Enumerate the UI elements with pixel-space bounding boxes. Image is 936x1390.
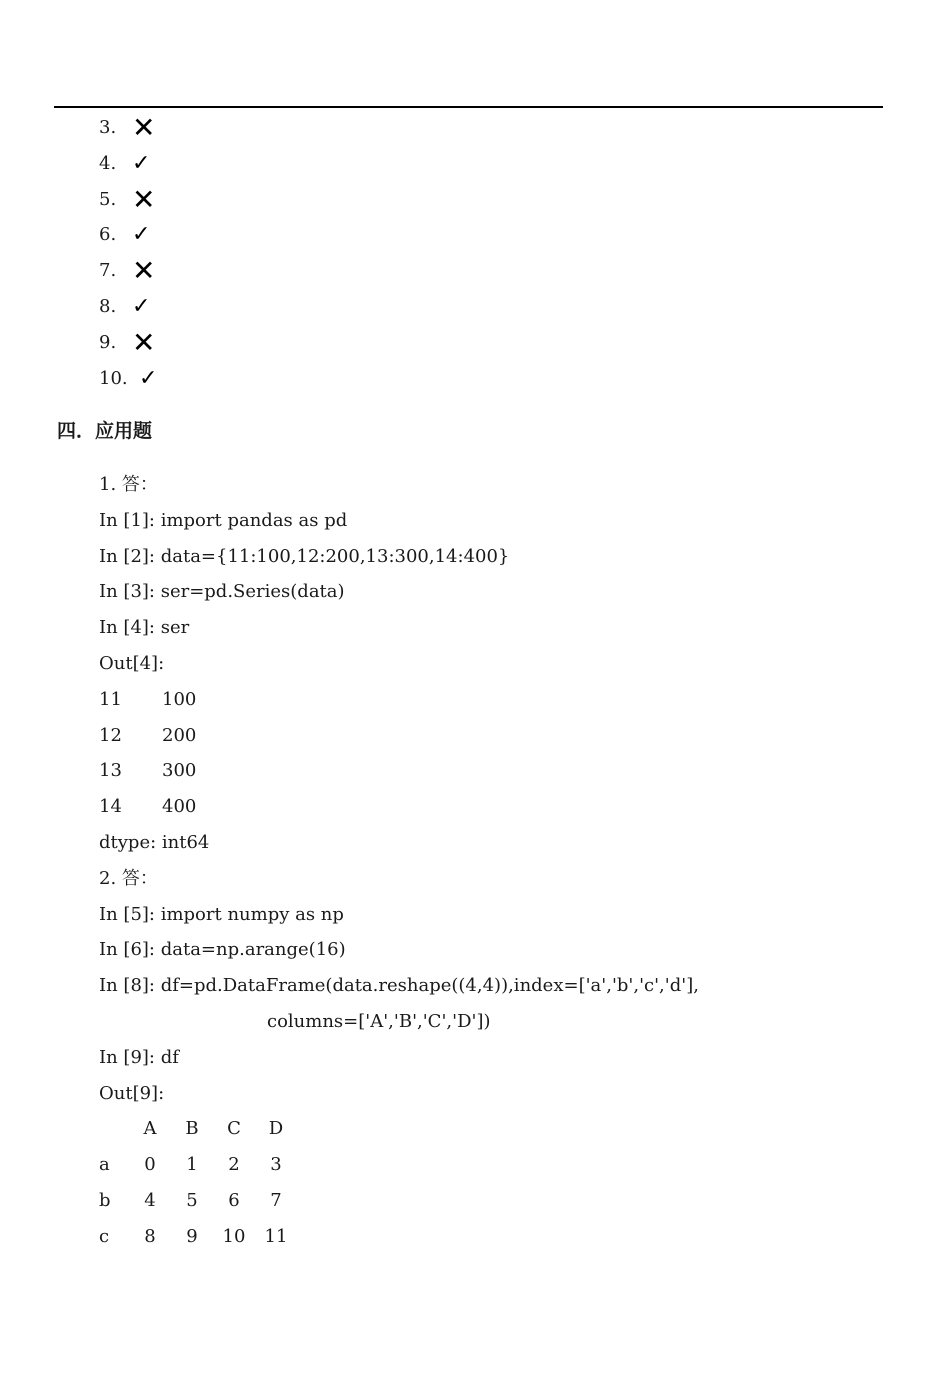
df-cell: 9 bbox=[186, 1225, 198, 1247]
judgment-item bbox=[99, 289, 157, 325]
code-line-continuation: columns=['A','B','C','D']) bbox=[267, 1010, 491, 1032]
item-number: 9. bbox=[99, 331, 117, 353]
series-value: 400 bbox=[162, 796, 197, 818]
cross-icon: ✕ bbox=[132, 182, 156, 216]
df-row-index: a bbox=[99, 1154, 110, 1176]
cross-icon: ✕ bbox=[132, 325, 156, 359]
df-column-header: C bbox=[227, 1118, 241, 1140]
df-column-header: D bbox=[268, 1118, 284, 1140]
df-cell: 10 bbox=[222, 1225, 246, 1247]
df-row-index: b bbox=[99, 1189, 111, 1211]
series-value: 100 bbox=[162, 688, 197, 710]
dtype-line: dtype: int64 bbox=[99, 831, 210, 853]
judgment-item bbox=[99, 325, 157, 361]
item-number: 6. bbox=[99, 224, 117, 246]
df-cell: 8 bbox=[144, 1225, 156, 1247]
series-row bbox=[99, 753, 699, 789]
dataframe-row bbox=[99, 1147, 699, 1183]
code-line: In [2]: data={11:100,12:200,13:300,14:400} bbox=[99, 545, 510, 567]
df-cell: 3 bbox=[270, 1154, 282, 1176]
series-row bbox=[99, 789, 699, 825]
section-title: 四．应用题 bbox=[57, 420, 153, 442]
df-cell: 7 bbox=[270, 1189, 282, 1211]
item-number: 7. bbox=[99, 260, 117, 282]
df-cell: 11 bbox=[264, 1225, 288, 1247]
df-cell: 4 bbox=[144, 1189, 156, 1211]
item-number: 3. bbox=[99, 117, 117, 138]
judgment-item bbox=[99, 361, 157, 397]
check-icon: ✓ bbox=[132, 293, 151, 319]
judgment-answer-list bbox=[99, 110, 157, 396]
series-row bbox=[99, 682, 699, 718]
df-corner bbox=[99, 1111, 129, 1147]
code-line: In [1]: import pandas as pd bbox=[99, 509, 348, 531]
series-row bbox=[99, 718, 699, 754]
output-label: Out[4]: bbox=[99, 652, 165, 674]
series-index: 13 bbox=[99, 760, 122, 782]
code-line: In [8]: df=pd.DataFrame(data.reshape((4,4)),index=['a','b','c','d'], bbox=[99, 975, 699, 997]
series-value: 200 bbox=[162, 724, 197, 746]
df-cell: 0 bbox=[144, 1154, 156, 1176]
df-cell: 2 bbox=[228, 1154, 240, 1176]
code-line: In [5]: import numpy as np bbox=[99, 903, 344, 925]
check-icon: ✓ bbox=[139, 365, 158, 391]
check-icon: ✓ bbox=[132, 150, 151, 176]
judgment-item bbox=[99, 253, 157, 289]
df-cell: 6 bbox=[228, 1189, 240, 1211]
dataframe-header bbox=[99, 1111, 699, 1147]
series-index: 11 bbox=[99, 688, 122, 710]
top-rule bbox=[54, 106, 883, 108]
df-column-header: B bbox=[185, 1118, 199, 1140]
item-number: 4. bbox=[99, 152, 117, 174]
series-value: 300 bbox=[162, 760, 197, 782]
df-cell: 5 bbox=[186, 1189, 198, 1211]
code-line: In [3]: ser=pd.Series(data) bbox=[99, 581, 345, 603]
code-line: In [6]: data=np.arange(16) bbox=[99, 939, 346, 961]
cross-icon: ✕ bbox=[132, 254, 156, 288]
question-label: 1. 答： bbox=[99, 474, 158, 495]
question-label: 2. 答： bbox=[99, 867, 158, 889]
judgment-item bbox=[99, 182, 157, 218]
judgment-item bbox=[99, 146, 157, 182]
answer-body bbox=[99, 467, 699, 1255]
judgment-item bbox=[99, 110, 157, 146]
output-label: Out[9]: bbox=[99, 1082, 165, 1104]
check-icon: ✓ bbox=[132, 222, 151, 248]
judgment-item bbox=[99, 217, 157, 253]
series-index: 14 bbox=[99, 796, 122, 818]
code-line: In [9]: df bbox=[99, 1046, 179, 1068]
df-column-header: A bbox=[143, 1118, 157, 1140]
item-number: 10. bbox=[99, 367, 128, 389]
item-number: 8. bbox=[99, 295, 117, 317]
df-row-index: c bbox=[99, 1225, 110, 1247]
series-index: 12 bbox=[99, 724, 122, 746]
df-cell: 1 bbox=[186, 1154, 198, 1176]
dataframe-row bbox=[99, 1183, 699, 1219]
dataframe-row bbox=[99, 1219, 699, 1255]
code-line: In [4]: ser bbox=[99, 617, 190, 639]
item-number: 5. bbox=[99, 188, 117, 210]
cross-icon: ✕ bbox=[132, 111, 156, 144]
